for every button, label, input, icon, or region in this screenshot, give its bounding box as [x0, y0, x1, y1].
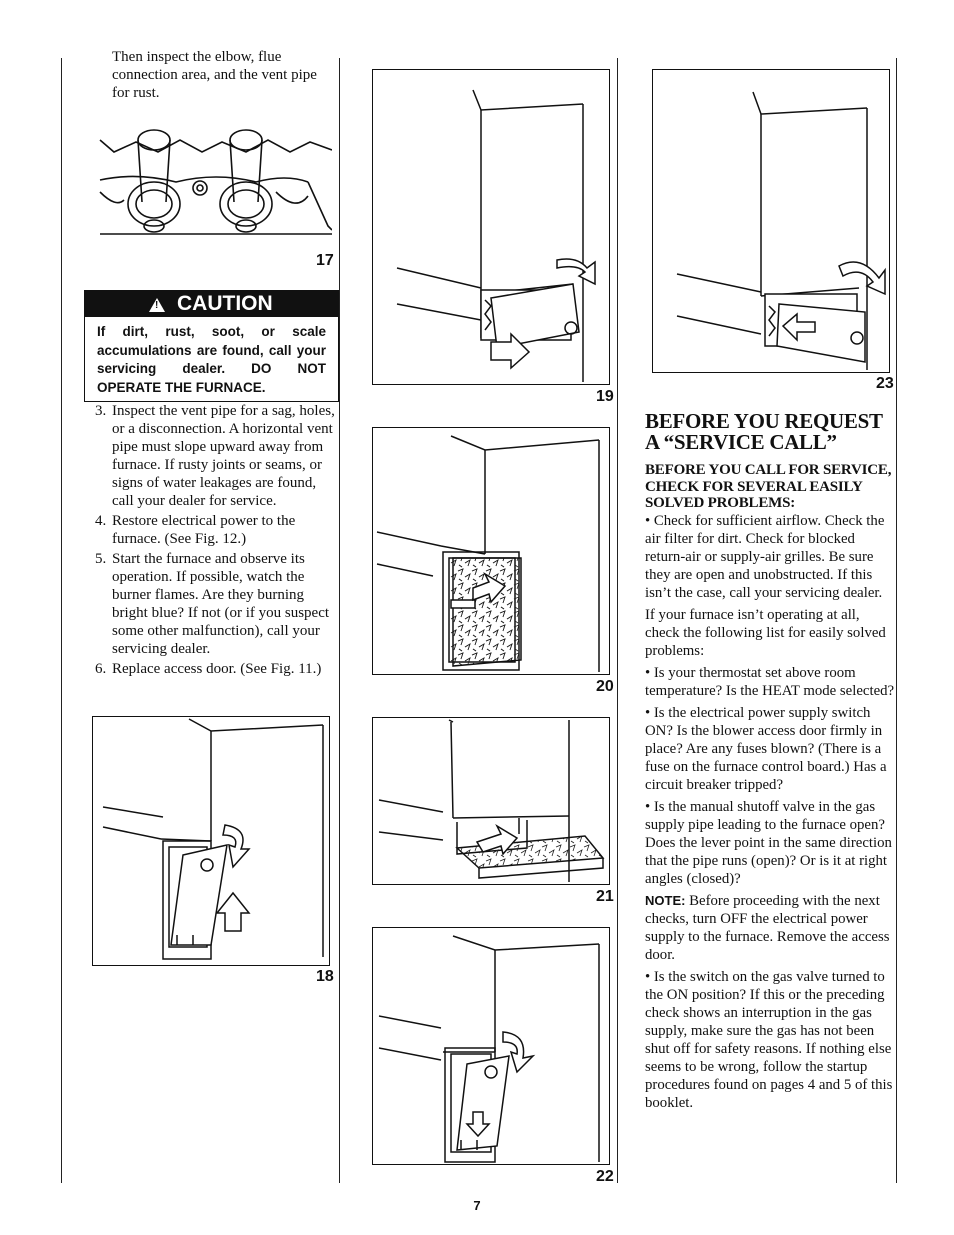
figure-20-illustration — [373, 428, 609, 674]
figure-18-illustration — [93, 717, 329, 965]
section-heading-line1: BEFORE YOU REQUEST — [645, 409, 883, 433]
bullet-airflow: • Check for sufficient airflow. Check the air filter for dirt. Check for blocked return-air or supply-air grilles. Be sure they are open and unobstructed. If this isn’t the case, call your servicing dealer. — [645, 512, 885, 601]
para-not-operating: If your furnace isn’t operating at all, check the following list for easily solved problems: — [645, 606, 886, 659]
figure-18-label: 18 — [316, 968, 334, 985]
figure-23-label: 23 — [876, 375, 894, 392]
list-item: 3. Inspect the vent pipe for a sag, holes, or a disconnection. A horizontal vent pipe must slope upward away from furnace. If rusty joints or seams, or signs of water leakages are found, call your dealer for service. — [95, 403, 335, 509]
figure-23-illustration — [653, 70, 889, 372]
figure-22 — [372, 927, 610, 1165]
figure-22-illustration — [373, 928, 609, 1164]
warning-triangle-icon: ! — [149, 298, 165, 312]
figure-17-label: 17 — [316, 252, 334, 269]
section-body — [645, 512, 895, 1112]
caution-header — [85, 291, 338, 317]
figure-20 — [372, 427, 610, 675]
column-rule-left — [61, 58, 62, 1183]
intro-text: Then inspect the elbow, flue connection area, and the vent pipe for rust. — [112, 49, 317, 101]
figure-21-illustration — [373, 718, 609, 884]
note-label: NOTE: — [645, 892, 686, 908]
page-number: 7 — [473, 1198, 481, 1213]
service-call-section — [645, 411, 895, 1116]
figure-19-label: 19 — [596, 388, 614, 405]
figure-18 — [92, 716, 330, 966]
figure-20-label: 20 — [596, 678, 614, 695]
note-text: Before proceeding with the next checks, turn OFF the electrical power supply to the furnace. Remove the access door. — [645, 892, 890, 963]
figure-19-illustration — [373, 70, 609, 384]
list-item: 6. Replace access door. (See Fig. 11.) — [95, 661, 322, 677]
figure-22-label: 22 — [596, 1168, 614, 1185]
section-heading-line2: A “SERVICE CALL” — [645, 430, 837, 454]
bullet-thermostat: • Is your thermostat set above room temperature? Is the HEAT mode selected? — [645, 664, 895, 699]
bullet-gas-valve: • Is the switch on the gas valve turned to the ON position? If this or the preceding check shows an interruption in the gas supply, make sure the gas has not been shut off for safety reasons. If nothing else seems to be wrong, follow the startup procedures found on pages 4 and 5 of this booklet. — [645, 968, 893, 1111]
figure-21-label: 21 — [596, 888, 614, 905]
bullet-power-supply: • Is the electrical power supply switch ON? Is the blower access door firmly in place? Are any fuses blown? (There is a fuse on the furnace control board.) Has a circuit breaker tripped? — [645, 704, 887, 793]
intro-text-block — [92, 48, 338, 102]
steps-list — [92, 402, 338, 680]
column-rule-right — [896, 58, 897, 1183]
figure-19 — [372, 69, 610, 385]
figure-23 — [652, 69, 890, 373]
caution-text: If dirt, rust, soot, or scale accumulations are found, call your servicing dealer. DO NOT OPERATE THE FURNACE. — [97, 324, 326, 395]
column-rule-middle-right — [617, 58, 618, 1183]
note-paragraph — [645, 892, 895, 964]
bullet-shutoff-valve: • Is the manual shutoff valve in the gas supply pipe leading to the furnace open? Does the lever point in the same direction that the pipe runs (open)? Or is it at right angles (closed)? — [645, 798, 892, 887]
figure-21 — [372, 717, 610, 885]
caution-title: CAUTION — [177, 292, 273, 315]
list-item: 4. Restore electrical power to the furnace. (See Fig. 12.) — [95, 513, 296, 547]
figure-17-burner-illustration — [96, 122, 332, 254]
caution-box — [84, 290, 339, 402]
section-subheading: BEFORE YOU CALL FOR SERVICE, CHECK FOR SEVERAL EASILY SOLVED PROBLEMS: — [645, 462, 892, 511]
column-rule-middle-left — [339, 58, 340, 1183]
list-item: 5. Start the furnace and observe its operation. If possible, watch the burner flames. Are they burning bright blue? If not (or if you suspect some other malfunction), call your servicing dealer. — [95, 551, 330, 657]
